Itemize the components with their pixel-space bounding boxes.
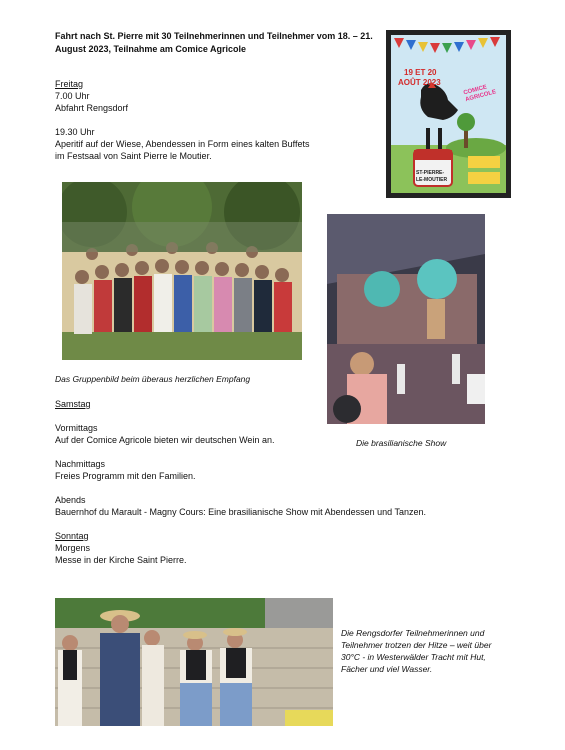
caption-tracht-line1: Die Rengsdorfer Teilnehmerinnen und	[341, 628, 485, 638]
caption-tracht-line3: 30°C - in Westerwälder Tracht mit Hut,	[341, 652, 486, 662]
samstag-nachmittags: Nachmittags	[55, 459, 106, 469]
freitag-time-2: 19.30 Uhr	[55, 127, 95, 137]
samstag-heading: Samstag	[55, 399, 91, 409]
caption-tracht-photo	[341, 627, 546, 675]
poster-date-line2: AOÛT 2023	[398, 78, 441, 87]
freitag-text-2b: im Festsaal von Saint Pierre le Moutier.	[55, 151, 212, 161]
brazilian-show-photo	[327, 214, 485, 424]
section-samstag	[55, 398, 485, 566]
samstag-abends: Abends	[55, 495, 86, 505]
poster-sign-line2: LE-MOUTIER	[416, 177, 448, 183]
poster-side-label: COMICE AGRICOLE	[462, 84, 497, 104]
freitag-text-2a: Aperitif auf der Wiese, Abendessen in Form eines kalten Buffets	[55, 139, 310, 149]
sonntag-morgens-text: Messe in der Kirche Saint Pierre.	[55, 555, 187, 565]
caption-show-photo: Die brasilianische Show	[356, 438, 447, 448]
freitag-text-1: Abfahrt Rengsdorf	[55, 103, 129, 113]
samstag-vormittags: Vormittags	[55, 423, 98, 433]
comice-poster-image	[386, 30, 511, 198]
freitag-time-1: 7.00 Uhr	[55, 91, 90, 101]
poster-date-line1: 19 ET 20	[404, 68, 437, 77]
samstag-vormittags-text: Auf der Comice Agricole bieten wir deutschen Wein an.	[55, 435, 275, 445]
document-title: Fahrt nach St. Pierre mit 30 Teilnehmerinnen und Teilnehmer vom 18. – 21. August 2023, Teilnahme am Comice Agricole	[55, 31, 373, 54]
section-freitag	[55, 78, 355, 162]
group-photo	[62, 182, 302, 360]
sonntag-heading: Sonntag	[55, 531, 89, 541]
tracht-photo	[55, 598, 333, 726]
freitag-heading: Freitag	[55, 79, 84, 89]
caption-tracht-line2: Teilnehmer trotzen der Hitze – weit über	[341, 640, 492, 650]
caption-group-photo: Das Gruppenbild beim überaus herzlichen Empfang	[55, 374, 251, 384]
caption-tracht-line4: Fächer und viel Wasser.	[341, 664, 433, 674]
samstag-abends-text: Bauernhof du Marault - Magny Cours: Eine brasilianische Show mit Abendessen und Tanzen.	[55, 507, 427, 517]
samstag-nachmittags-text: Freies Programm mit den Familien.	[55, 471, 196, 481]
poster-sign-line1: ST-PIERRE-	[416, 170, 445, 176]
sonntag-morgens: Morgens	[55, 543, 91, 553]
poster-graphic	[386, 30, 511, 198]
